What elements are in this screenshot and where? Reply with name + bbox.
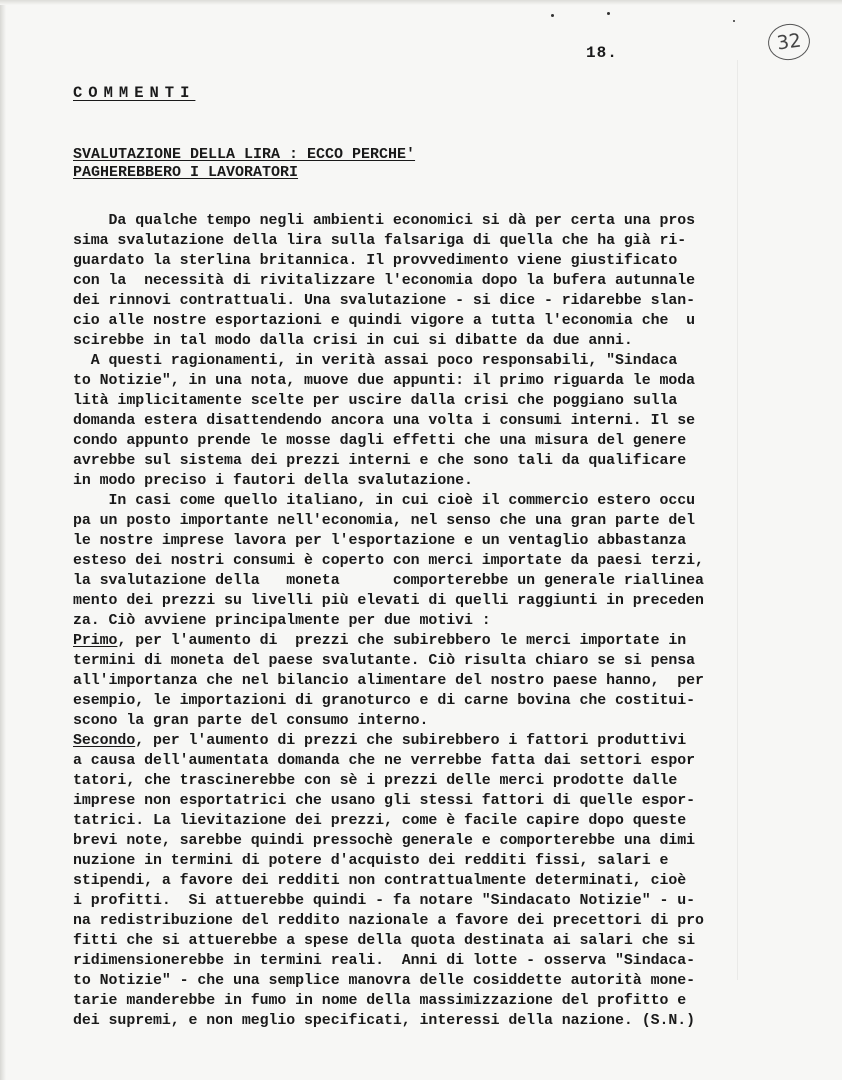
section-label: COMMENTI bbox=[73, 84, 196, 102]
body-line: guardato la sterlina britannica. Il provvedimento viene giustificato bbox=[73, 253, 678, 269]
underlined-label: Secondo bbox=[73, 733, 136, 749]
body-line: termini di moneta del paese svalutante. Ciò risulta chiaro se si pensa bbox=[73, 653, 696, 669]
body-line: la svalutazione della moneta comporterebbe un generale riallinea bbox=[73, 573, 704, 589]
body-line: con la necessità di rivitalizzare l'economia dopo la bufera autunnale bbox=[73, 273, 696, 289]
body-line: tarie manderebbe in fumo in nome della massimizzazione del profitto e bbox=[73, 993, 687, 1009]
body-line: na redistribuzione del reddito nazionale a favore dei precettori di pro bbox=[73, 913, 704, 929]
body-line: stipendi, a favore dei redditi non contrattualmente determinati, cioè bbox=[73, 873, 687, 889]
body-line: scono la gran parte del consumo interno. bbox=[73, 713, 429, 729]
body-line: i profitti. Si attuerebbe quindi - fa notare "Sindacato Notizie" - u- bbox=[73, 893, 696, 909]
body-line: dei rinnovi contrattuali. Una svalutazione - si dice - ridarebbe slan- bbox=[73, 293, 696, 309]
body-line: scirebbe in tal modo dalla crisi in cui si dibatte da due anni. bbox=[73, 333, 633, 349]
underlined-label: Primo bbox=[73, 633, 118, 649]
body-line: in modo preciso i fautori della svalutazione. bbox=[73, 473, 473, 489]
body-line: cio alle nostre esportazioni e quindi vigore a tutta l'economia che u bbox=[73, 313, 696, 329]
page-number: 18. bbox=[586, 44, 618, 62]
body-line: ridimensionerebbe in termini reali. Anni di lotte - osserva "Sindaca- bbox=[73, 953, 696, 969]
body-line: to Notizie", in una nota, muove due appunti: il primo riguarda le moda bbox=[73, 373, 696, 389]
body-line: le nostre imprese lavora per l'esportazione e un ventaglio abbastanza bbox=[73, 533, 687, 549]
title-line: PAGHEREBBERO I LAVORATORI bbox=[73, 163, 299, 181]
stamp-number: 32 bbox=[775, 29, 803, 55]
article-body bbox=[73, 211, 704, 1031]
paper-edge-top bbox=[0, 0, 842, 5]
body-line: Primo, per l'aumento di prezzi che subirebbero le merci importate in bbox=[73, 633, 687, 649]
body-line: dei supremi, e non meglio specificati, interessi della nazione. (S.N.) bbox=[73, 1013, 696, 1029]
body-line: imprese non esportatrici che usano gli stessi fattori di quelle espor- bbox=[73, 793, 696, 809]
body-line: tatori, che trascinerebbe con sè i prezzi delle merci prodotte dalle bbox=[73, 773, 678, 789]
ink-speck bbox=[733, 20, 735, 22]
body-line: mento dei prezzi su livelli più elevati di quelli raggiunti in preceden bbox=[73, 593, 704, 609]
body-line: domanda estera disattendendo ancora una volta i consumi interni. Il se bbox=[73, 413, 696, 429]
body-line: A questi ragionamenti, in verità assai poco responsabili, "Sindaca bbox=[73, 353, 678, 369]
body-line: condo appunto prende le mosse dagli effetti che una misura del genere bbox=[73, 433, 687, 449]
body-line: brevi note, sarebbe quindi pressochè generale e comporterebbe una dimi bbox=[73, 833, 696, 849]
body-line: tatrici. La lievitazione dei prezzi, come è facile capire dopo queste bbox=[73, 813, 687, 829]
body-line: esempio, le importazioni di granoturco e di carne bovina che costitui- bbox=[73, 693, 696, 709]
body-line: all'importanza che nel bilancio alimentare del nostro paese hanno, per bbox=[73, 673, 704, 689]
ink-speck bbox=[607, 12, 610, 15]
body-line: Secondo, per l'aumento di prezzi che subirebbero i fattori produttivi bbox=[73, 733, 687, 749]
paper-fold-line bbox=[737, 60, 738, 980]
article-title bbox=[73, 146, 415, 181]
body-line: za. Ciò avviene principalmente per due motivi : bbox=[73, 613, 491, 629]
body-line: nuzione in termini di potere d'acquisto dei redditi fissi, salari e bbox=[73, 853, 669, 869]
body-line: a causa dell'aumentata domanda che ne verrebbe fatta dai settori espor bbox=[73, 753, 696, 769]
ink-speck bbox=[551, 14, 554, 17]
archive-stamp bbox=[766, 21, 813, 62]
body-line: In casi come quello italiano, in cui cioè il commercio estero occu bbox=[73, 493, 696, 509]
body-line: sima svalutazione della lira sulla falsariga di quella che ha già ri- bbox=[73, 233, 687, 249]
title-line: SVALUTAZIONE DELLA LIRA : ECCO PERCHE' bbox=[73, 146, 416, 163]
body-line: esteso dei nostri consumi è coperto con merci importate da paesi terzi, bbox=[73, 553, 704, 569]
body-line: fitti che si attuerebbe a spese della quota destinata ai salari che si bbox=[73, 933, 696, 949]
paper-edge-left bbox=[0, 0, 6, 1080]
body-line: avrebbe sul sistema dei prezzi interni e che sono tali da qualificare bbox=[73, 453, 687, 469]
body-line: Da qualche tempo negli ambienti economici si dà per certa una pros bbox=[73, 213, 696, 229]
body-line: lità implicitamente scelte per uscire dalla crisi che poggiano sulla bbox=[73, 393, 678, 409]
body-line: to Notizie" - che una semplice manovra delle cosiddette autorità mone- bbox=[73, 973, 696, 989]
body-line: pa un posto importante nell'economia, nel senso che una gran parte del bbox=[73, 513, 696, 529]
